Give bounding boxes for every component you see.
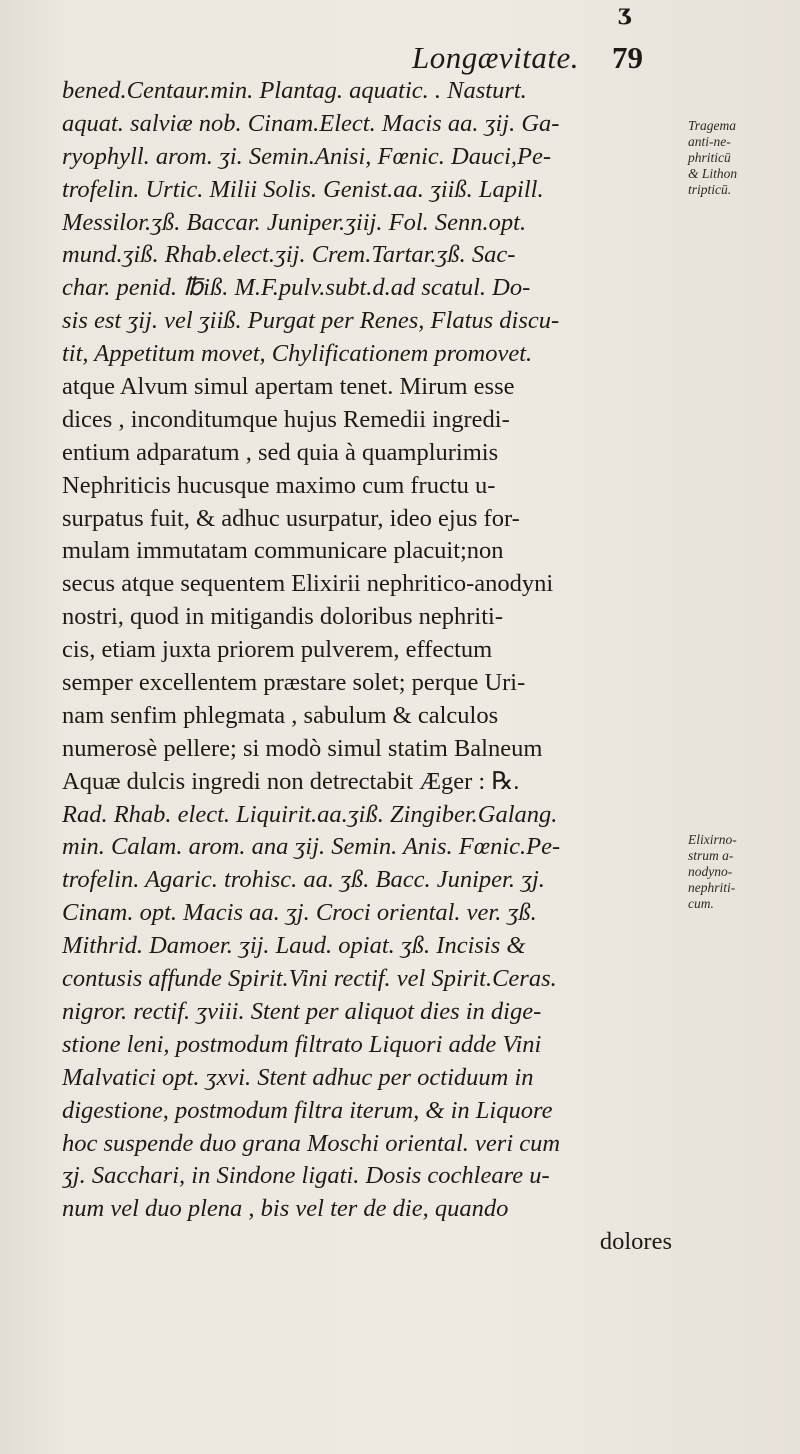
margin-note-line: strum a- xyxy=(688,848,734,863)
text-line: semper excellentem præstare solet; perque Uri- xyxy=(62,669,526,697)
text-line: nigror. rectif. ʒviii. Stent per aliquot dies in dige- xyxy=(62,997,542,1025)
text-line: mund.ʒiß. Rhab.elect.ʒij. Crem.Tartar.ʒß. Sac- xyxy=(62,241,516,269)
text-line: Nephriticis hucusque maximo cum fructu u- xyxy=(62,471,496,499)
margin-note-tragema xyxy=(688,118,798,198)
text-line: trofelin. Urtic. Milii Solis. Genist.aa. ʒiiß. Lapill. xyxy=(62,175,544,203)
text-line: tit, Appetitum movet, Chylificationem promovet. xyxy=(62,340,533,368)
body-text xyxy=(62,75,672,1259)
text-line: dolores xyxy=(599,1228,672,1256)
margin-note-line: & Lithon xyxy=(688,166,738,181)
text-line: hoc suspende duo grana Moschi oriental. veri cum xyxy=(62,1129,561,1157)
page-number: 79 xyxy=(612,40,643,75)
text-line: sis est ʒij. vel ʒiiß. Purgat per Renes, Flatus discu- xyxy=(62,307,560,335)
text-line: Cinam. opt. Macis aa. ʒj. Croci oriental. ver. ʒß. xyxy=(62,899,537,927)
text-line: ʒj. Sacchari, in Sindone ligati. Dosis cochleare u- xyxy=(62,1162,550,1190)
text-line: contusis affunde Spirit.Vini rectif. vel Spirit.Ceras. xyxy=(62,965,557,993)
margin-note-line: Tragema xyxy=(688,118,737,133)
margin-note-line: Elixirno- xyxy=(688,832,737,847)
page-header xyxy=(0,30,700,80)
text-line: atque Alvum simul apertam tenet. Mirum esse xyxy=(62,373,515,401)
text-line: aquat. salviæ nob. Cinam.Elect. Macis aa. ʒij. Ga- xyxy=(62,109,560,137)
margin-note-line: nephriti- xyxy=(688,880,736,895)
text-line: cis, etiam juxta priorem pulverem, effectum xyxy=(62,636,493,664)
corner-mark: ʒ xyxy=(618,0,631,26)
text-line: entium adparatum , sed quia à quamplurimis xyxy=(62,438,499,466)
text-line: dices , inconditumque hujus Remedii ingredi- xyxy=(62,405,510,433)
text-line: nostri, quod in mitigandis doloribus nephriti- xyxy=(62,603,503,631)
text-line: bened.Centaur.min. Plantag. aquatic. . Nasturt. xyxy=(62,77,527,104)
text-line: surpatus fuit, & adhuc usurpatur, ideo ejus for- xyxy=(62,504,520,532)
text-line: char. penid. ℔iß. M.F.pulv.subt.d.ad scatul. Do- xyxy=(62,274,531,302)
text-line: Malvatici opt. ʒxvi. Stent adhuc per octiduum in xyxy=(62,1063,534,1091)
margin-note-elixir xyxy=(688,832,798,912)
text-line: Rad. Rhab. elect. Liquirit.aa.ʒiß. Zingiber.Galang. xyxy=(62,800,558,828)
margin-note-line: phriticū xyxy=(688,150,731,165)
text-line: Aquæ dulcis ingredi non detrectabit Æger : ℞. xyxy=(62,767,520,795)
running-title: Longævitate. xyxy=(412,40,580,75)
text-line: min. Calam. arom. ana ʒij. Semin. Anis. Fœnic.Pe- xyxy=(62,833,561,861)
text-line: Messilor.ʒß. Baccar. Juniper.ʒiij. Fol. Senn.opt. xyxy=(62,208,527,236)
text-line: Mithrid. Damoer. ʒij. Laud. opiat. ʒß. Incisis & xyxy=(62,932,526,960)
text-line: mulam immutatam communicare placuit;non xyxy=(62,537,504,565)
text-line: numerosè pellere; si modò simul statim Balneum xyxy=(62,734,543,762)
text-line: stione leni, postmodum filtrato Liquori adde Vini xyxy=(62,1030,542,1058)
text-line: nam senfim phlegmata , sabulum & calculos xyxy=(62,701,499,729)
margin-note-line: cum. xyxy=(688,896,714,911)
text-line: digestione, postmodum filtra iterum, & in Liquore xyxy=(62,1096,553,1124)
margin-note-line: tripticū. xyxy=(688,182,732,197)
margin-note-line: anti-ne- xyxy=(688,134,731,149)
text-line: ryophyll. arom. ʒi. Semin.Anisi, Fœnic. Dauci,Pe- xyxy=(62,142,551,170)
text-line: secus atque sequentem Elixirii nephritico-anodyni xyxy=(62,570,554,598)
text-line: num vel duo plena , bis vel ter de die, quando xyxy=(62,1195,509,1223)
text-line: trofelin. Agaric. trohisc. aa. ʒß. Bacc. Juniper. ʒj. xyxy=(62,866,545,894)
margin-note-line: nodyno- xyxy=(688,864,733,879)
